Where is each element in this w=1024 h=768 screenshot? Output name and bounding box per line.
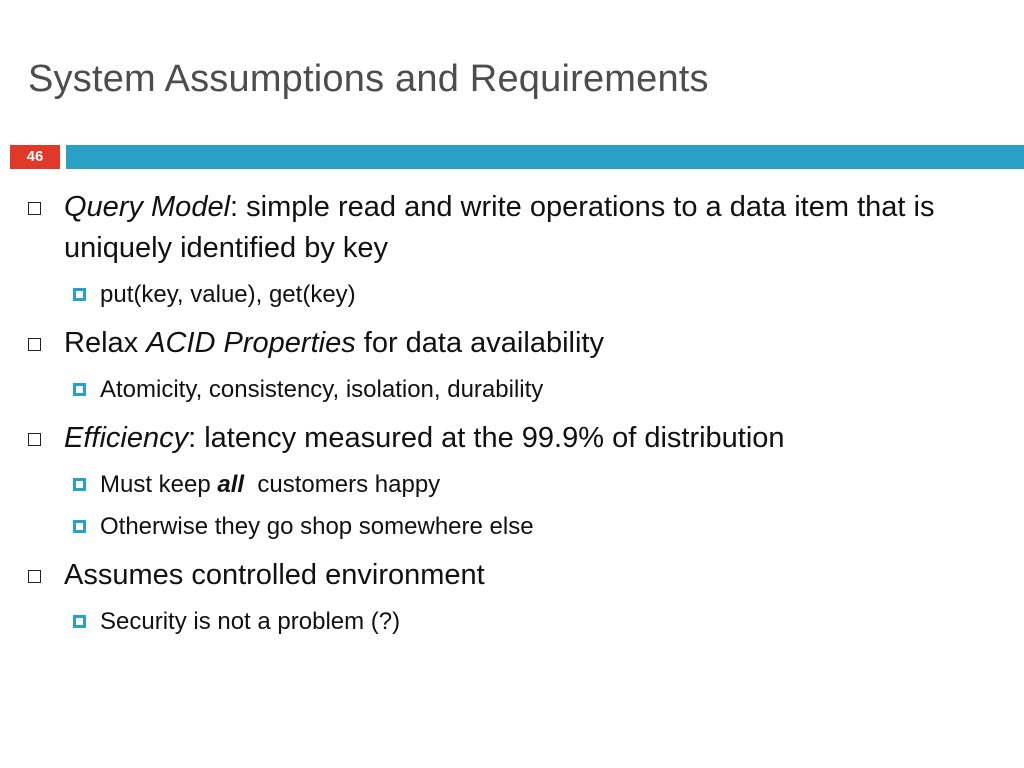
sub-bullet-square-icon <box>73 383 86 396</box>
header-bar <box>0 145 1024 169</box>
bullet-text: Assumes controlled environment <box>64 559 485 591</box>
bullet-square-icon <box>28 570 41 583</box>
sub-bullet-suffix: customers happy <box>244 471 441 498</box>
bullet-text: for data availability <box>355 327 604 359</box>
bullet-text: : latency measured at the 99.9% of distribution <box>188 422 785 454</box>
sub-bullet-square-icon <box>73 615 86 628</box>
bullet-query-model <box>28 187 1008 269</box>
bullet-square-icon <box>28 338 41 351</box>
bullet-term: Efficiency <box>64 422 189 454</box>
sub-bullet-square-icon <box>73 288 86 301</box>
sub-bullet-text: Otherwise they go shop somewhere else <box>100 513 534 540</box>
sub-bullet-put-get <box>28 279 1008 311</box>
sub-bullet-square-icon <box>73 520 86 533</box>
sub-bullet-text: put(key, value), get(key) <box>100 281 356 308</box>
slide-title: System Assumptions and Requirements <box>28 58 709 100</box>
sub-bullet-keep-all <box>28 469 1008 501</box>
sub-bullet-text: Security is not a problem (?) <box>100 608 401 635</box>
sub-bullet-security <box>28 606 1008 638</box>
sub-bullet-text: Atomicity, consistency, isolation, durability <box>100 376 544 403</box>
sub-bullet-acid-list <box>28 374 1008 406</box>
bullet-controlled-environment <box>28 555 1008 596</box>
accent-bar <box>66 145 1024 169</box>
bullet-term: ACID Properties <box>146 327 356 359</box>
bullet-square-icon <box>28 202 41 215</box>
sub-bullet-shop-elsewhere <box>28 511 1008 543</box>
slide-number-badge: 46 <box>10 145 60 169</box>
bullet-list <box>28 187 1008 638</box>
bullet-term: Query Model <box>64 191 231 223</box>
sub-bullet-square-icon <box>73 478 86 491</box>
sub-bullet-emphasis: all <box>217 471 245 498</box>
sub-bullet-prefix: Must keep <box>100 471 218 498</box>
bullet-efficiency <box>28 418 1008 459</box>
bullet-square-icon <box>28 433 41 446</box>
bullet-text: : simple read and write operations to a data item that is uniquely identified by key <box>64 191 935 264</box>
bullet-prefix: Relax <box>64 327 147 359</box>
bullet-relax-acid <box>28 323 1008 364</box>
